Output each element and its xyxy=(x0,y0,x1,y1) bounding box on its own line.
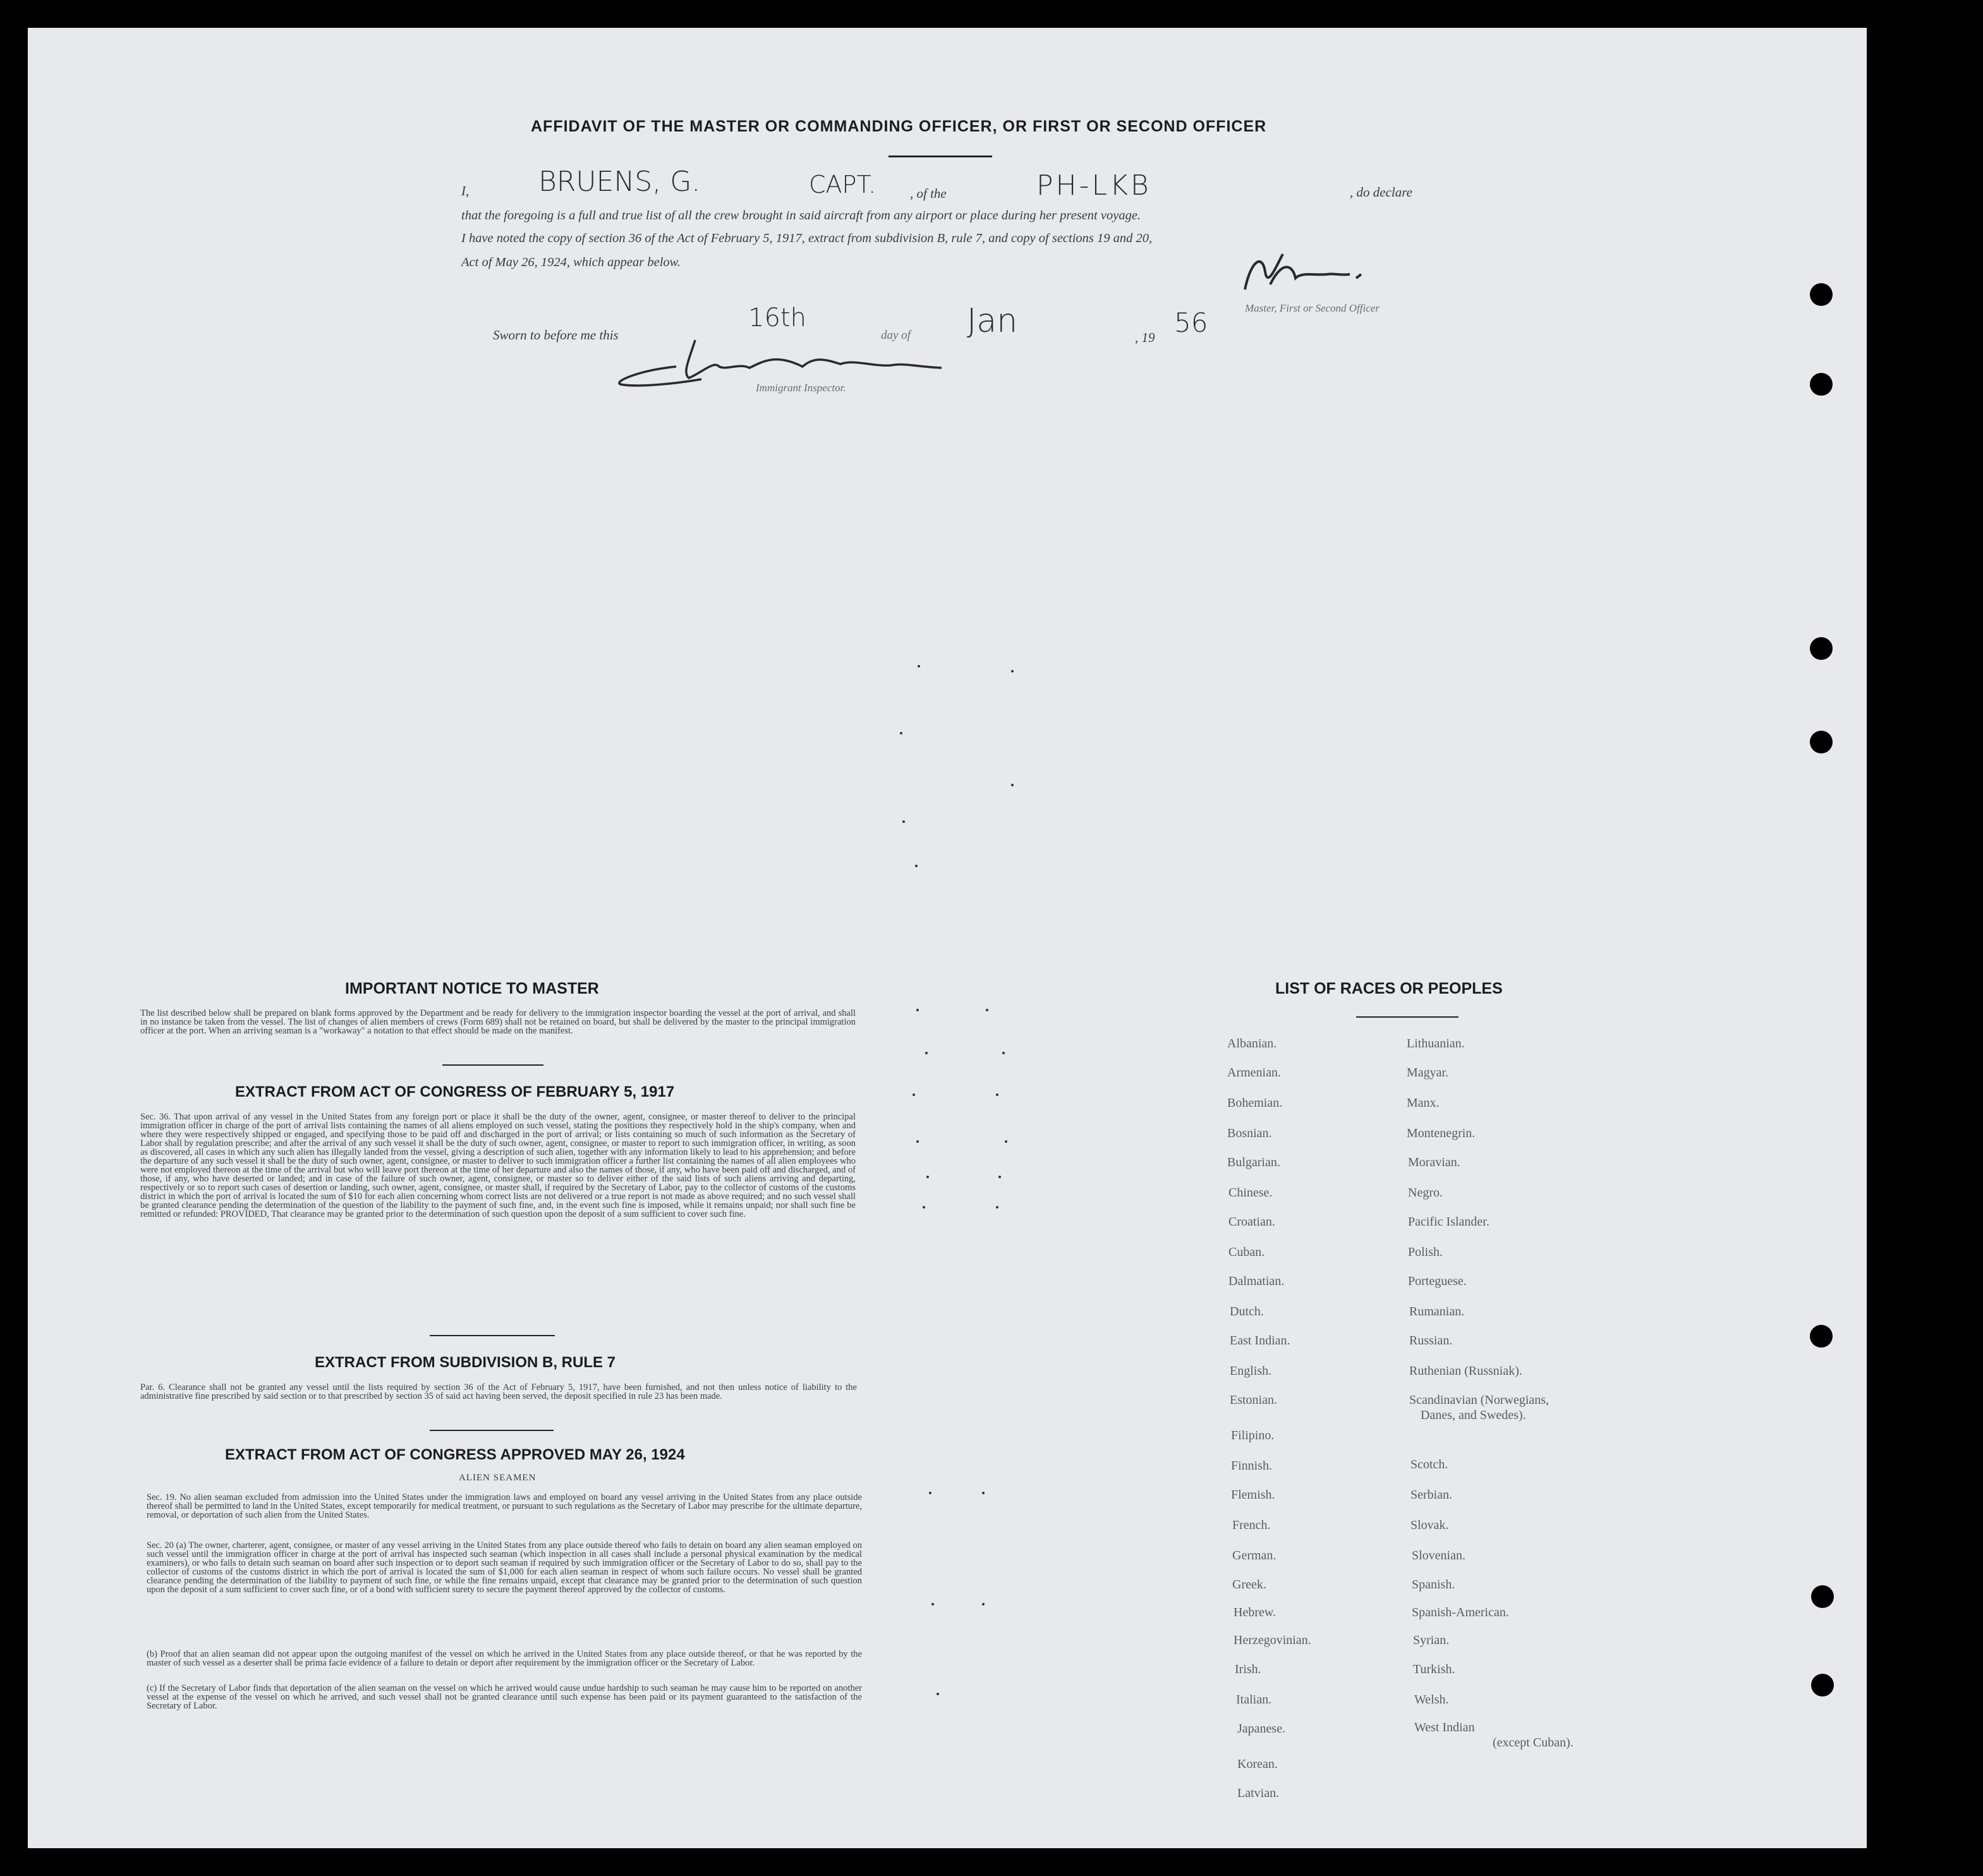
punch-hole xyxy=(1810,373,1833,396)
race-item: Bohemian. xyxy=(1227,1096,1283,1110)
speck xyxy=(937,1693,939,1695)
race-item: Ruthenian (Russniak). xyxy=(1409,1364,1522,1378)
inspector-caption: Immigrant Inspector. xyxy=(756,382,846,394)
race-item: Herzegovinian. xyxy=(1234,1633,1311,1647)
affidavit-i: I, xyxy=(461,183,470,198)
race-item: Dutch. xyxy=(1230,1305,1264,1319)
master-signature xyxy=(1232,247,1384,297)
speck xyxy=(982,1492,985,1494)
races-title: LIST OF RACES OR PEOPLES xyxy=(1275,980,1503,997)
race-item: Armenian. xyxy=(1227,1066,1281,1080)
punch-hole xyxy=(1811,1585,1834,1608)
notice-text: The list described below shall be prepared on blank forms approved by the Department and be ready for delivery to the immigration inspector boarding the vessel at the port of arrival, and shall in no instance be taken from the vessel. The list of changes of alien members of crews (Form 689) shall not be retained on board, but shall be delivered by the master to the principal immigration officer at the port. When an arriving seaman is a "workaway" a notation to that effect should be made on the manifest. xyxy=(140,1008,856,1036)
race-item: English. xyxy=(1230,1364,1272,1378)
race-item: Estonian. xyxy=(1230,1393,1277,1407)
punch-hole xyxy=(1810,283,1833,306)
speck xyxy=(996,1093,998,1096)
sworn-day: 16th xyxy=(748,303,806,332)
race-item: Hebrew. xyxy=(1234,1605,1277,1619)
sec-20b-text: (b) Proof that an alien seaman did not appear upon the outgoing manifest of the vessel on which he arrived in the United States from any place outside thereof, or that he was reported by the master of such vessel as a deserter shall be prima facie evidence of a failure to detain or deport after requirement by the immigration officer or the Secretary of Labor. xyxy=(147,1649,862,1668)
speck xyxy=(1011,784,1014,786)
race-item: German. xyxy=(1232,1549,1277,1562)
race-item: Russian. xyxy=(1409,1334,1453,1348)
master-signature-caption: Master, First or Second Officer xyxy=(1245,302,1380,314)
title-rule xyxy=(888,155,992,157)
sec-20a-text: Sec. 20 (a) The owner, charterer, agent, consignee, or master of any vessel arriving in the United States from any place outside thereof who fails to detain on board any alien seaman employed on such vessel until the immigration officer in charge at the port of arrival has inspected such seaman (which inspection in all cases shall include a personal physical examination by the medical examiners), or who fails to detain such seaman on board after such inspection or to deport such seaman if required by such immigration officer or the Secretary of Labor to do so, shall pay to the collector of customs of the customs district in which the port of arrival is located the sum of $1,000 for each alien seaman in respect of whom such failure occurs. No vessel shall be granted clearance pending the determination of the liability to payment of such fine, or while the fine remains unpaid, except that clearance may be granted prior to the determination of such question upon the deposit of a sum sufficient to cover such fine, or of a bond with sufficient surety to secure the payment thereof approved by the collector of customs. xyxy=(147,1540,862,1595)
speck xyxy=(929,1492,931,1494)
speck xyxy=(926,1176,929,1178)
race-item: Manx. xyxy=(1407,1096,1440,1110)
speck xyxy=(916,1140,919,1143)
race-item: Flemish. xyxy=(1231,1488,1275,1502)
race-item: Welsh. xyxy=(1414,1693,1449,1707)
sworn-month: Jan xyxy=(967,302,1018,340)
affidavit-line2: that the foregoing is a full and true list of all the crew brought in said aircraft from any airport or place during her present voyage. xyxy=(461,209,1141,222)
notice-title: IMPORTANT NOTICE TO MASTER xyxy=(345,980,599,997)
race-item: Irish. xyxy=(1235,1662,1261,1676)
race-item: Slovak. xyxy=(1410,1518,1449,1532)
race-item: Albanian. xyxy=(1227,1037,1277,1051)
speck xyxy=(923,1206,925,1209)
extract-1924-subtitle: ALIEN SEAMEN xyxy=(459,1473,537,1483)
affidavit-line3: I have noted the copy of section 36 of the Act of February 5, 1917, extract from subdivision B, rule 7, and copy of sections 19 and 20, xyxy=(461,231,1153,245)
race-item: Danes, and Swedes). xyxy=(1421,1408,1526,1422)
of-the-label: , of the xyxy=(910,186,947,201)
master-name: BRUENS, G. xyxy=(538,166,701,198)
race-item: (except Cuban). xyxy=(1493,1736,1574,1750)
speck xyxy=(996,1206,998,1209)
extract-1917-title: EXTRACT FROM ACT OF CONGRESS OF FEBRUARY 5, 1917 xyxy=(235,1083,675,1100)
race-item: Bulgarian. xyxy=(1227,1155,1280,1169)
race-item: East Indian. xyxy=(1230,1334,1290,1348)
races-rule xyxy=(1356,1016,1458,1018)
punch-hole xyxy=(1810,731,1833,753)
race-item: Japanese. xyxy=(1237,1722,1286,1736)
race-item: Moravian. xyxy=(1408,1155,1460,1169)
extract-1917-text: Sec. 36. That upon arrival of any vessel in the United States from any foreign port or place it shall be the duty of the owner, agent, consignee, or master thereof to deliver to the principal immigration officer in charge of the port of arrival lists containing the names of all aliens employed on such vessel, stating the positions they respectively hold in the ship's company, when and where they were respectively shipped or engaged, and specifying those to be paid off and discharged in the port of arrival; or lists containing so much of such information as the Secretary of Labor shall by regulation prescribe; and after the arrival of any such vessel it shall be the duty of such owner, agent, consignee, or master to report to such immigration officer, in writing, as soon as discovered, all cases in which any such alien has illegally landed from the vessel, giving a description of such alien, together with any information likely to lead to his apprehension; and before the departure of any such vessel it shall be the duty of such owner, agent, consignee, or master to deliver to such immigration officer a further list containing the names of all alien employees who were not employed thereon at the time of the arrival but who will leave port thereon at the time of her departure and also the names of those, if any, who have been paid off and discharged, and of those, if any, who have deserted or landed; and in case of the failure of such owner, agent, consignee, or master so to deliver either of the said lists of such aliens arriving and departing, respectively or so to report such cases of desertion or landing, such owner, agent, consignee, or master shall, if required by the Secretary of Labor, pay to the collector of customs of the customs district in which the port of arrival is located the sum of $10 for each alien concerning whom correct lists are not delivered or a true report is not made as above required; and no such vessel shall be granted clearance pending the determination of the question of the liability to the payment of such fine, and, in the event such fine is imposed, while it remains unpaid; nor shall such fine be remitted or refunded: PROVIDED, That clearance may be granted prior to the determination of such question upon the deposit of a sum sufficient to cover such fine. xyxy=(140,1112,856,1219)
subdivision-b-rule xyxy=(430,1430,554,1431)
speck xyxy=(900,732,902,734)
speck xyxy=(931,1603,934,1605)
race-item: Chinese. xyxy=(1228,1186,1273,1200)
race-item: Serbian. xyxy=(1410,1488,1453,1502)
race-item: Italian. xyxy=(1236,1693,1272,1707)
speck xyxy=(925,1052,928,1054)
race-item: Turkish. xyxy=(1413,1662,1455,1676)
speck xyxy=(1002,1052,1005,1054)
race-item: Finnish. xyxy=(1231,1459,1273,1473)
sworn-label: Sworn to before me this xyxy=(493,327,619,343)
speck xyxy=(916,1009,919,1011)
race-item: Latvian. xyxy=(1237,1786,1280,1800)
race-item: Korean. xyxy=(1237,1757,1278,1771)
master-rank: CAPT. xyxy=(809,171,876,198)
race-item: Spanish-American. xyxy=(1412,1605,1509,1619)
speck xyxy=(982,1603,985,1605)
race-item: West Indian xyxy=(1414,1721,1475,1734)
affidavit-title: AFFIDAVIT OF THE MASTER OR COMMANDING OFFICER, OR FIRST OR SECOND OFFICER xyxy=(531,118,1267,135)
race-item: Porteguese. xyxy=(1408,1274,1467,1288)
day-of-label: day of xyxy=(881,329,911,342)
speck xyxy=(986,1009,988,1011)
speck xyxy=(915,865,918,867)
race-item: Montenegrin. xyxy=(1407,1126,1476,1140)
speck xyxy=(1011,670,1014,673)
extract-1924-title: EXTRACT FROM ACT OF CONGRESS APPROVED MAY 26, 1924 xyxy=(225,1446,685,1463)
year-prefix: , 19 xyxy=(1135,330,1155,345)
race-item: French. xyxy=(1232,1518,1271,1532)
subdivision-b-text: Par. 6. Clearance shall not be granted any vessel until the lists required by section 36 of the Act of February 5, 1917, have been furnished, and not then unless notice of liability to the administrative fine prescribed by said section or to that prescribed by section 35 of said act having been served, the deposit specified in rule 23 has been made. xyxy=(140,1382,857,1401)
sec-19-text: Sec. 19. No alien seaman excluded from admission into the United States under the immigration laws and employed on board any vessel arriving in the United States from any place outside thereof shall be permitted to land in the United States, except temporarily for medical treatment, or pursuant to such regulations as the Secretary of Labor may prescribe for the ultimate departure, removal, or deportation of such alien from the United States. xyxy=(147,1492,862,1520)
race-item: Lithuanian. xyxy=(1407,1037,1465,1051)
do-declare-label: , do declare xyxy=(1350,185,1412,200)
race-item: Negro. xyxy=(1408,1186,1443,1200)
race-item: Slovenian. xyxy=(1412,1549,1465,1562)
race-item: Rumanian. xyxy=(1409,1305,1465,1319)
race-item: Bosnian. xyxy=(1227,1126,1272,1140)
extract-1917-rule xyxy=(430,1335,555,1336)
punch-hole xyxy=(1810,1325,1833,1348)
punch-hole xyxy=(1810,637,1833,660)
punch-hole xyxy=(1811,1674,1834,1696)
race-item: Filipino. xyxy=(1231,1428,1275,1442)
speck xyxy=(918,665,920,667)
affidavit-line4: Act of May 26, 1924, which appear below. xyxy=(461,255,681,269)
speck xyxy=(913,1093,915,1096)
vessel-id: PH-LKB xyxy=(1036,169,1151,202)
race-item: Spanish. xyxy=(1412,1578,1455,1592)
speck xyxy=(998,1176,1001,1178)
race-item: Dalmatian. xyxy=(1228,1274,1285,1288)
year-suffix: 56 xyxy=(1174,307,1208,338)
sec-20c-text: (c) If the Secretary of Labor finds that deportation of the alien seaman on the vessel on which he arrived would cause undue hardship to such seaman he may cause him to be reported on another vessel at the expense of the vessel on which he arrived, and such vessel shall not be granted clearance until such expense has been paid or its payment guaranteed to the satisfaction of the Secretary of Labor. xyxy=(147,1683,862,1711)
race-item: Greek. xyxy=(1232,1578,1266,1592)
race-item: Polish. xyxy=(1408,1245,1443,1259)
race-item: Croatian. xyxy=(1228,1215,1275,1229)
race-item: Scotch. xyxy=(1410,1458,1448,1471)
speck xyxy=(902,820,905,823)
speck xyxy=(1005,1140,1007,1143)
race-item: Scandinavian (Norwegians, xyxy=(1409,1393,1549,1407)
race-item: Cuban. xyxy=(1228,1245,1265,1259)
notice-rule xyxy=(442,1064,543,1066)
race-item: Syrian. xyxy=(1413,1633,1450,1647)
subdivision-b-title: EXTRACT FROM SUBDIVISION B, RULE 7 xyxy=(315,1354,616,1371)
race-item: Pacific Islander. xyxy=(1408,1215,1489,1229)
race-item: Magyar. xyxy=(1407,1066,1449,1080)
